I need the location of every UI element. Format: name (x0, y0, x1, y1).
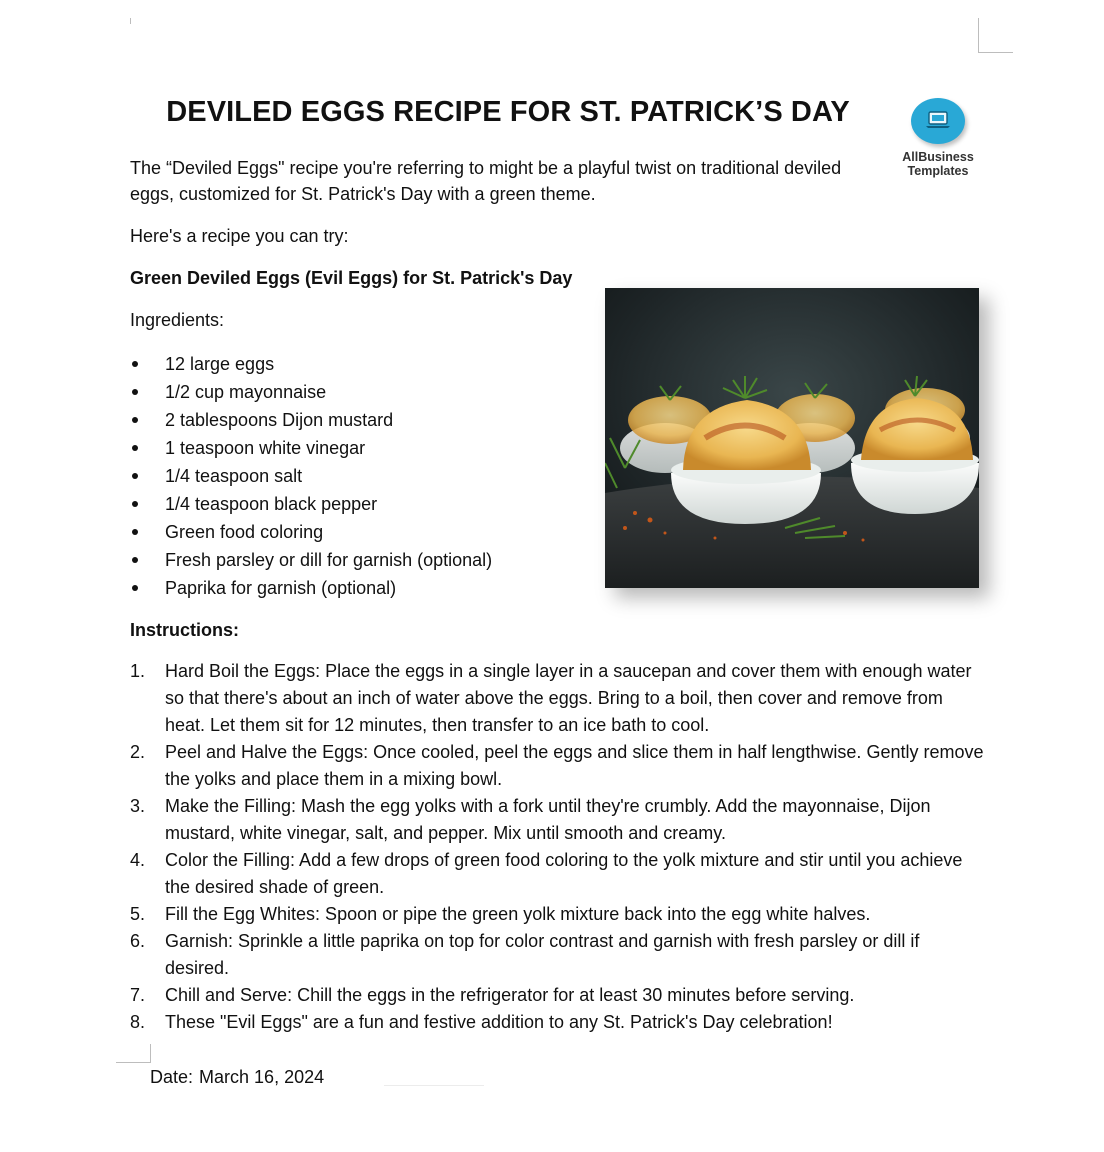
list-item: 2 tablespoons Dijon mustard (130, 406, 590, 434)
step-text: Peel and Halve the Eggs: Once cooled, peel the eggs and slice them in half lengthwise. Gently remove the yolks and place them in a mixing bowl. (165, 742, 984, 789)
date-label: Date: (150, 1067, 194, 1087)
intro-paragraph: The “Deviled Eggs" recipe you're referring to might be a playful twist on traditional deviled eggs, customized for St. Patrick's Day with a green theme. (130, 158, 842, 204)
instructions-list (130, 658, 986, 1036)
date-line (150, 1064, 324, 1090)
step-number: 6. (130, 931, 146, 951)
list-item (130, 1009, 986, 1036)
list-item (130, 901, 986, 928)
recipe-title: Green Deviled Eggs (Evil Eggs) for St. Patrick's Day (130, 268, 573, 288)
step-number: 7. (130, 985, 146, 1005)
list-item: 12 large eggs (130, 350, 590, 378)
crop-mark-bottom-left (116, 1044, 151, 1063)
list-item (130, 928, 986, 982)
crop-mark-top-right (978, 18, 1013, 53)
step-number: 2. (130, 742, 146, 762)
ingredients-label: Ingredients: (130, 310, 225, 330)
step-number: 1. (130, 661, 146, 681)
date-value: March 16, 2024 (199, 1067, 325, 1087)
list-item: Fresh parsley or dill for garnish (optional) (130, 546, 590, 574)
ingredients-list (130, 350, 590, 602)
allbusiness-logo (892, 98, 984, 178)
list-item (130, 739, 986, 793)
logo-line-1: AllBusiness (902, 150, 974, 164)
list-item (130, 847, 986, 901)
crop-mark-top-left (130, 18, 131, 24)
list-item: 1 teaspoon white vinegar (130, 434, 590, 462)
list-item: 1/4 teaspoon black pepper (130, 490, 590, 518)
list-item (130, 658, 986, 739)
logo-line-2: Templates (907, 164, 969, 178)
step-number: 4. (130, 850, 146, 870)
try-text: Here's a recipe you can try: (130, 226, 349, 246)
step-text: Chill and Serve: Chill the eggs in the refrigerator for at least 30 minutes before serving. (165, 985, 855, 1005)
step-text: Color the Filling: Add a few drops of green food coloring to the yolk mixture and stir until you achieve the desired shade of green. (165, 850, 963, 897)
list-item: Green food coloring (130, 518, 590, 546)
step-text: These "Evil Eggs" are a fun and festive addition to any St. Patrick's Day celebration! (165, 1012, 833, 1032)
list-item: Paprika for garnish (optional) (130, 574, 590, 602)
step-text: Garnish: Sprinkle a little paprika on top for color contrast and garnish with fresh parsley or dill if desired. (165, 931, 920, 978)
document-title: DEVILED EGGS RECIPE FOR ST. PATRICK’S DAY (166, 96, 850, 128)
step-text: Make the Filling: Mash the egg yolks with a fork until they're crumbly. Add the mayonnaise, Dijon mustard, white vinegar, salt, and pepper. Mix until smooth and creamy. (165, 796, 931, 843)
step-number: 5. (130, 904, 146, 924)
list-item: 1/2 cup mayonnaise (130, 378, 590, 406)
list-item (130, 982, 986, 1009)
step-number: 3. (130, 796, 146, 816)
list-item (130, 793, 986, 847)
list-item: 1/4 teaspoon salt (130, 462, 590, 490)
step-text: Hard Boil the Eggs: Place the eggs in a single layer in a saucepan and cover them with enough water so that there's about an inch of water above the eggs. Bring to a boil, then cover and remove from heat. Let them sit for 12 minutes, then transfer to an ice bath to cool. (165, 661, 972, 735)
deviled-eggs-photo (605, 288, 979, 588)
step-text: Fill the Egg Whites: Spoon or pipe the green yolk mixture back into the egg white halves. (165, 904, 871, 924)
divider (384, 1085, 484, 1086)
laptop-icon (911, 98, 965, 144)
step-number: 8. (130, 1012, 146, 1032)
instructions-label: Instructions: (130, 620, 240, 640)
